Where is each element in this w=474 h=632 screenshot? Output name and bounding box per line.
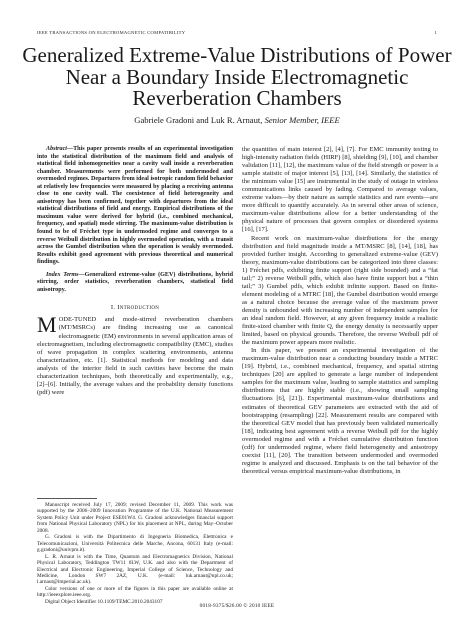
section-heading (37, 304, 233, 312)
intro-paragraph (37, 312, 233, 396)
author-names: Gabriele Gradoni and Luk R. Arnaut, (134, 115, 263, 125)
abstract-text: —This paper presents results of an experimental investigation into the statistical distribution of the maximum field and analysis of statistical field inhomogeneities near a cavity wall inside a reverberation chamber. Measurements were performed for both undermoded and overmoded regimes. Departures from ideal isotropic random field behavior at relatively low frequencies were measured by placing a receiving antenna close to one cavity wall. The coexistence of field heterogeneity and anisotropy has been confirmed, together with departures from the ideal statistical distributions of field and energy. Empirical distributions of the maximum value were derived for hybrid (i.e., combined mechanical, frequency, and spatial) mode stirring. The maximum-value distribution is found to be of Fréchet type in undermoded regime and converges to a reverse Weibull distribution in highly overmoded operation, with a transit across the Gumbel distribution when the operation is weakly overmoded. Results exhibit good agreement with previous theoretical and numerical findings. (37, 146, 233, 266)
section-number: I. (110, 304, 116, 312)
abstract-label: Abstract (46, 146, 67, 152)
index-terms (37, 272, 233, 295)
body-paragraph: Recent work on maximum-value distributions for the energy distribution and field magnitude inside a MT/MSRC [8], [14], [18], has provided further insight. According to generalized extreme-value (GEV) theory, maximum-value distributions can be categorized into three classes: 1) Fréchet pdfs, exhibiting finite support (right side bounded) and a “fat tail;” 2) reverse Weibull pdfs, which also have finite support but a “thin tail;” 3) Gumbel pdfs, which exhibit infinite support. Based on finite-element modeling of a MTRC [18], the Gumbel distribution would emerge as a natural choice because the average value of the maximum power density is unbounded with increasing number of independent samples for an ideal random field. However, at any given frequency inside a realistic finite-sized chamber with finite Q, the energy density is necessarily upper limited, based on physical grounds. Therefore, the reverse Weibull pdf of the maximum power appears more realistic. (242, 234, 438, 347)
author-line (0, 115, 474, 125)
footnote-color-versions: Color versions of one or more of the figures in this paper are available online at http://ieeexplore.ieee.org. (37, 585, 233, 599)
copyright-footer: 0018-9375/$26.00 © 2010 IEEE (199, 603, 275, 609)
author-membership: Senior Member, IEEE (264, 115, 340, 125)
left-column (37, 146, 233, 397)
footnote-author-arnaut: L. R. Arnaut is with the Time, Quantum and Electromagnetics Division, National Physical Laboratory, Teddington TW11 0LW, U.K. and also with the Department of Electrical and Electronic Engineering, Imperial College of Science, Technology and Medicine, London SW7 2AZ, U.K. (e-mail: luk.arnaut@npl.co.uk; l.arnaut@imperial.ac.uk). (37, 553, 233, 586)
footnotes (37, 502, 233, 605)
journal-name: IEEE TRANSACTIONS ON ELECTROMAGNETIC COMPATIBILITY (37, 30, 186, 35)
footnote-rule (37, 498, 97, 499)
drop-cap: M (37, 312, 57, 338)
right-column (242, 146, 438, 476)
page-number: 1 (434, 30, 437, 35)
index-terms-label: Index Terms (46, 271, 79, 278)
footnote-doi: Digital Object Identifier 10.1109/TEMC.2010.2043107 (45, 598, 163, 605)
section-title: Introduction (117, 304, 160, 312)
body-paragraph: In this paper, we present an experimental investigation of the maximum-value distribution near a conducting boundary inside a MTRC [19]. Hybrid, i.e., combined mechanical, frequency, and spatial stirring techniques [20] are applied to generate a large number of independent samples for the maximum value, leading to sample statistics and sampling distributions that are highly stable (i.e., showing small sampling fluctuations [6], [21]). Experimental maximum-value distributions and estimates of theoretical GEV parameters are extracted with the aid of bootstrapping (resampling) [22]. Measurement results are compared with the theoretical GEV model that has previously been validated numerically [18], indicating best agreement with a reverse Weibull pdf for the highly overmoded regime and with a Fréchet cumulative distribution function (cdf) for undermoded regime, where field heterogeneity and anisotropy coexist [11], [20]. The transition between undermoded and overmoded regime is analyzed and discussed. Emphasis is on the tail behavior of the theoretical versus empirical maximum-value distributions, in (242, 347, 438, 475)
footnote-author-gradoni: G. Gradoni is with the Dipartimento di Ingegneria Biomedica, Elettronica e Telecomunicazioni, Università Politecnica delle Marche, Ancona, 60131 Italy (e-mail: g.gradoni@univpm.it). (37, 534, 233, 554)
running-head (37, 30, 437, 35)
paper-title: Generalized Extreme-Value Distributions of Power Near a Boundary Inside Electromagnetic Reverberation Chambers (22, 43, 452, 110)
body-paragraph: the quantities of main interest [2], [4], [7]. For EMC immunity testing to high-intensity radiation fields (HIRF) [8], shielding [9], [10], and chamber validation [11], [12], the maximum value of the field strength or power is a sample statistic of major interest [5], [13], [14]. Similarly, the statistics of the minimum value [15] are instrumental in the study of outage in wireless communications links caused by fading. Compared to average values, extreme values—by their nature as sample statistics and rare events—are more difficult to quantify accurately. As in several other areas of science, maximum-value distributions allow for a better understanding of the physical nature of processes that govern complex or disordered systems [16], [17]. (242, 146, 438, 234)
intro-text: ODE-TUNED and mode-stirred reverberation chambers (MT/MSRCs) are finding increasing use as canonical electromagnetic (EM) environments in several application areas of electromagnetism, including electromagnetic compatibility (EMC), studies of wave propagation in complex scattering environments, antenna characterization, etc. [1]. Statistical methods for modeling and data analysis of the interior field in such cavities have become the main characterization techniques, both theoretically and experimentally, e.g., [2]–[6]. Initially, the average values and the probability density functions (pdf) were (37, 316, 233, 396)
abstract (37, 146, 233, 267)
footnote-manuscript: Manuscript received July 17, 2009; revised December 11, 2009. This work was supported by the 2006–2009 Innovation Programme of the U.K. National Measurement System Policy Unit under Project ESE01W4. G. Gradoni acknowledges financial support from National Physical Laboratory (NPL) for his placement at NPL, during May–October 2008. (37, 502, 233, 534)
index-terms-text: —Generalized extreme-value (GEV) distributions, hybrid stirring, order statistics, reverberation chambers, statistical field anisotropy. (37, 271, 233, 293)
